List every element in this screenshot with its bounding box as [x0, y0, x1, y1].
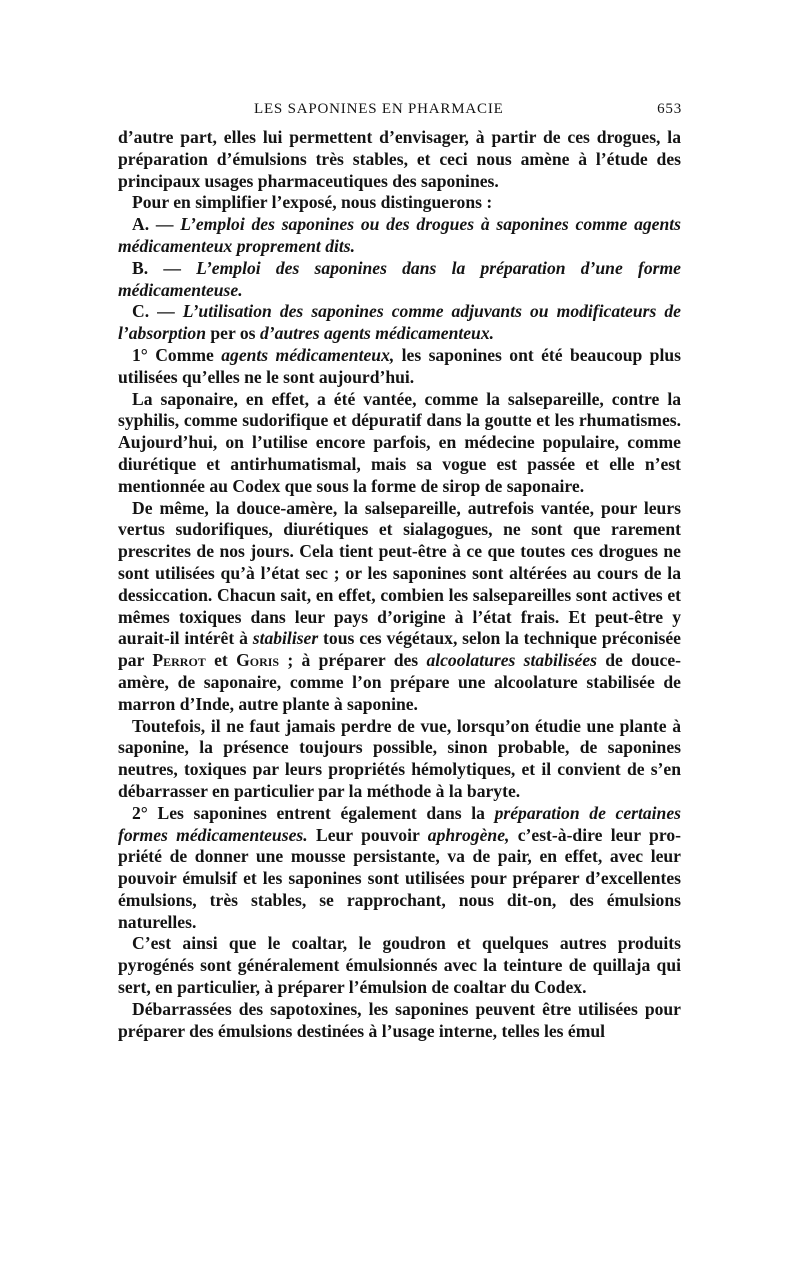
body-text [118, 127, 681, 1042]
text-run: 2° Les saponines entrent également dans la [132, 802, 495, 823]
page-number: 653 [657, 101, 682, 117]
text-run: La saponaire, en effet, a été vantée, comme la salsepareille, contre la syphilis, comme sudorifique et dépuratif dans la goutte et les rhumatismes. Aujourd’hui, on l’utilise encore parfois, en médecine populaire, comme diurétique et antirhumatismal, mais sa vogue est passée et elle n’est mentionnée au Codex que sous la forme de sirop de saponaire. [118, 388, 681, 496]
italic-text: agents médicamenteux, [221, 344, 395, 365]
paragraph [118, 258, 681, 302]
paragraph [118, 389, 681, 498]
text-run: C. — [132, 301, 183, 322]
paragraph [118, 214, 681, 258]
text-run: c’est-à-dire leur propriété de donner une mousse persistante, va de pair, en effet, avec leur pouvoir émulsif et les saponines sont utilisées pour préparer d’excellentes émulsions, très stables, se rapprochant, nous dit-on, des émulsions naturelles. [118, 824, 681, 932]
text-run: ; à préparer des [279, 650, 427, 671]
italic-text: stabiliser [252, 628, 319, 649]
text-run: Leur pouvoir [307, 824, 428, 845]
italic-text: aphrogène, [427, 824, 510, 845]
italic-text: L’utilisation des saponines comme adjuvants ou modificateurs de l’absorption [118, 301, 681, 344]
italic-text: L’emploi des saponines ou des drogues à saponines comme agents médicamenteux proprement dits. [118, 214, 681, 256]
text-run: Toutefois, il ne faut jamais perdre de vue, lorsqu’on étudie une plante à saponine, la présence toujours possible, sinon probable, de saponines neutres, toxiques par leurs propriétés hémolytiques, et il convient de s’en débarrasser en particulier par la méthode à la baryte. [118, 715, 681, 801]
paragraph [118, 498, 681, 716]
author-name: Perrot [152, 650, 206, 671]
text-run: 1° Comme [132, 344, 222, 365]
italic-text: alcoolatures stabilisées [426, 650, 597, 671]
text-run: De même, la douce-amère, la salsepareille, autrefois vantée, pour leurs vertus sudorifiques, diurétiques et sialagogues, ne sont que rarement prescrites de nos jours. Cela tient peut-être à ce que toutes ces drogues ne sont utilisées qu’à l’état sec ; or les saponines sont altérées au cours de la dessiccation. Chacun sait, en effet, combien les salsepareilles sont actives et mêmes toxiques dans leur pays d’origine à l’état frais. Et peut-être y aurait-il intérêt à [118, 497, 681, 649]
author-name: Goris [236, 650, 280, 671]
paragraph [118, 301, 681, 345]
text-run: les saponines ont été beaucoup plus utilisées qu’elles ne le sont aujourd’hui. [118, 344, 681, 387]
running-title: LES SAPONINES EN PHARMACIE [254, 101, 504, 117]
text-run: Débarrassées des sapotoxines, les saponines peuvent être utilisées pour préparer des émulsions destinées à l’usage interne, telles les émul [118, 998, 681, 1041]
paragraph [118, 999, 681, 1043]
text-run: d’autre part, elles lui permettent d’envisager, à partir de ces drogues, la préparation d’émulsions très stables, et ceci nous amène à l’étude des principaux usages pharmaceutiques des saponines. [118, 127, 681, 191]
italic-text: d’autres agents médicamenteux. [259, 323, 495, 344]
text-run: A. — [132, 214, 181, 235]
paragraph [118, 345, 681, 389]
paragraph [118, 933, 681, 998]
text-run: Pour en simplifier l’exposé, nous distinguerons : [132, 192, 493, 213]
paragraph [118, 127, 681, 192]
text-run: C’est ainsi que le coaltar, le goudron et quelques autres produits pyrogénés sont généralement émulsionnés avec la teinture de quillaja qui sert, en particulier, à préparer l’émulsion de coaltar du Codex. [118, 933, 681, 998]
italic-text: L’emploi des saponines dans la préparation d’une forme médicamenteuse. [118, 257, 681, 300]
paragraph [118, 803, 681, 934]
running-header [254, 101, 682, 123]
paragraph [118, 716, 681, 803]
text-run: et [205, 650, 237, 671]
text-run: B. — [132, 257, 197, 278]
text-run: tous ces végétaux, selon la technique préconisée par [118, 628, 681, 671]
italic-text: préparation de certaines formes médicamenteuses. [118, 802, 681, 845]
text-run: de douce-amère, de saponaire, comme l’on prépare une alcoolature stabilisée de marron d’Inde, autre plante à saponine. [118, 650, 682, 714]
text-run: per os [206, 323, 260, 344]
paragraph [118, 192, 681, 214]
